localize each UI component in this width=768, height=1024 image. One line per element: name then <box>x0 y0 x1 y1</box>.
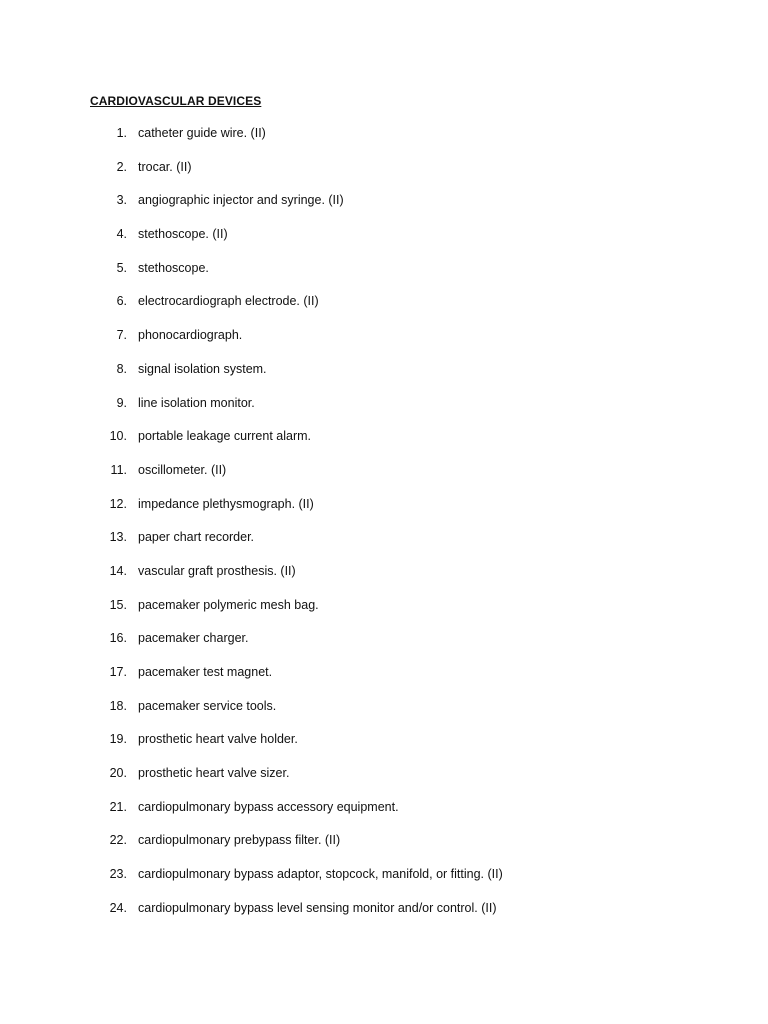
list-item-text: cardiopulmonary bypass level sensing monitor and/or control. (II) <box>138 900 497 915</box>
list-item-text: trocar. (II) <box>138 159 192 174</box>
list-item-text: prosthetic heart valve holder. <box>138 732 298 747</box>
list-item-text: cardiopulmonary bypass accessory equipment. <box>138 799 399 814</box>
list-item-number: 13. <box>109 530 127 545</box>
list-item-number: 20. <box>109 766 127 781</box>
list-item-text: prosthetic heart valve sizer. <box>138 766 290 781</box>
list-item-number: 18. <box>109 698 127 713</box>
list-item-number: 24. <box>109 900 127 915</box>
list-item-text: phonocardiograph. <box>138 328 243 343</box>
list-item-text: oscillometer. (II) <box>138 462 227 477</box>
list-item-number: 2. <box>116 159 127 174</box>
list-item-number: 14. <box>109 563 127 578</box>
list-item-number: 6. <box>116 294 127 309</box>
list-item-text: electrocardiograph electrode. (II) <box>138 294 319 309</box>
list-item-text: impedance plethysmograph. (II) <box>138 496 314 511</box>
list-item-text: pacemaker service tools. <box>138 698 277 713</box>
list-item-text: paper chart recorder. <box>138 530 255 545</box>
list-item-number: 5. <box>116 260 127 275</box>
list-item-text: cardiopulmonary prebypass filter. (II) <box>138 833 341 848</box>
list-item-text: signal isolation system. <box>138 361 267 376</box>
list-item-text: cardiopulmonary bypass adaptor, stopcock, manifold, or fitting. (II) <box>138 867 503 882</box>
document-heading: CARDIOVASCULAR DEVICES <box>90 94 262 108</box>
list-item-number: 8. <box>116 361 127 376</box>
list-item-number: 3. <box>116 193 127 208</box>
list-item-text: stethoscope. <box>138 260 209 275</box>
list-item-text: portable leakage current alarm. <box>138 429 312 444</box>
list-item-text: line isolation monitor. <box>138 395 255 410</box>
list-item-text: pacemaker charger. <box>138 631 249 646</box>
list-item-number: 21. <box>109 799 127 814</box>
list-item-text: pacemaker test magnet. <box>138 665 273 679</box>
list-item-number: 1. <box>116 126 127 140</box>
list-item-number: 23. <box>109 867 127 882</box>
list-item-number: 17. <box>109 665 127 679</box>
list-item-number: 11. <box>110 462 127 477</box>
list-item-text: pacemaker polymeric mesh bag. <box>138 597 319 612</box>
list-item-number: 15. <box>109 597 127 612</box>
list-item-text: catheter guide wire. (II) <box>138 126 266 140</box>
list-item-number: 4. <box>116 227 127 242</box>
list-item-number: 22. <box>109 833 127 848</box>
list-item-text: vascular graft prosthesis. (II) <box>138 563 296 578</box>
list-item-text: angiographic injector and syringe. (II) <box>138 193 344 208</box>
list-item-number: 9. <box>116 395 127 410</box>
list-item-number: 7. <box>116 328 127 343</box>
list-item-text: stethoscope. (II) <box>138 227 228 242</box>
list-item-number: 16. <box>109 631 127 646</box>
list-item-number: 19. <box>109 732 127 747</box>
list-item-number: 12. <box>109 496 127 511</box>
list-item-number: 10. <box>109 429 127 444</box>
